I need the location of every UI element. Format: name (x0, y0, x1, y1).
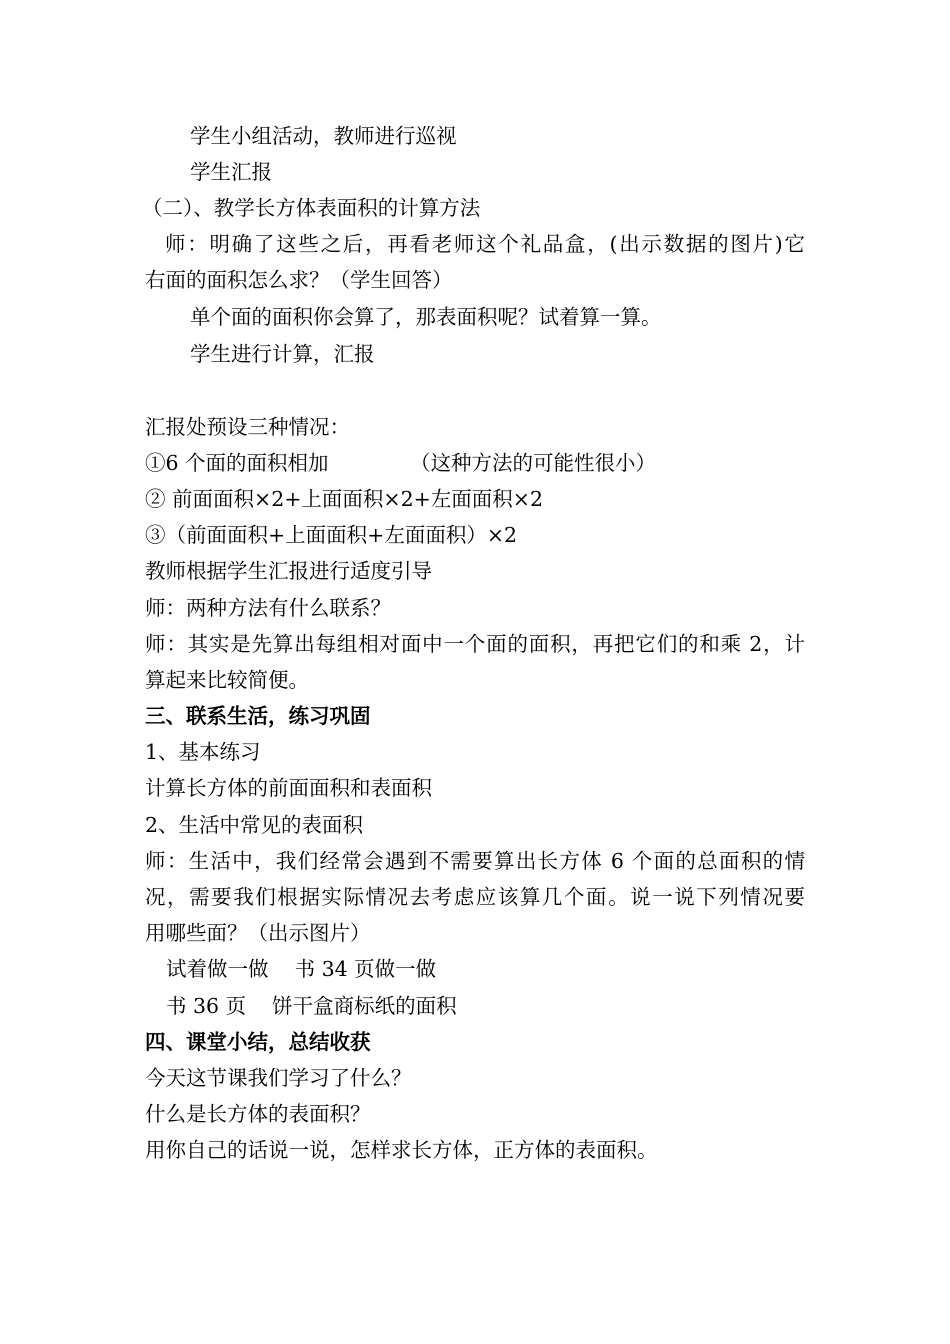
text-line: 汇报处预设三种情况： (145, 415, 350, 439)
text-line: 试着做一做 书 34 页做一做 (166, 957, 437, 981)
text-line: 师：生活中，我们经常会遇到不需要算出长方体 6 个面的总面积的情 (145, 849, 805, 873)
section-heading: 三、联系生活，练习巩固 (145, 704, 371, 728)
text-line: 师：明确了这些之后，再看老师这个礼品盒，(出示数据的图片)它 (165, 232, 805, 256)
text-line: 右面的面积怎么求？（学生回答） (145, 268, 453, 292)
text-line: 教师根据学生汇报进行适度引导 (145, 559, 432, 583)
section-subheading: （二）、教学长方体表面积的计算方法 (142, 196, 481, 220)
text-line: 师：两种方法有什么联系？ (145, 596, 391, 620)
list-item: ①6 个面的面积相加 (145, 451, 329, 475)
text-line: 师：其实是先算出每组相对面中一个面的面积，再把它们的和乘 2，计 (145, 632, 805, 656)
text-line: 况，需要我们根据实际情况去考虑应该算几个面。说一说下列情况要 (145, 885, 805, 909)
text-line: 单个面的面积你会算了，那表面积呢？试着算一算。 (190, 305, 662, 329)
list-item-note: （这种方法的可能性很小） (410, 451, 656, 475)
text-line: 1、基本练习 (145, 740, 261, 764)
text-line: 学生小组活动，教师进行巡视 (190, 124, 457, 148)
text-line: 今天这节课我们学习了什么？ (145, 1066, 412, 1090)
text-line: 书 36 页 饼干盒商标纸的面积 (166, 994, 457, 1018)
text-line: 用哪些面？（出示图片） (145, 921, 371, 945)
text-line: 学生汇报 (190, 160, 272, 184)
text-line: 算起来比较简便。 (145, 668, 309, 692)
section-heading: 四、课堂小结，总结收获 (145, 1030, 371, 1054)
text-line: 学生进行计算，汇报 (190, 342, 375, 366)
list-item: ③（前面面积+上面面积+左面面积）×2 (145, 523, 518, 547)
text-line: 什么是长方体的表面积？ (145, 1102, 371, 1126)
text-line: 用你自己的话说一说，怎样求长方体，正方体的表面积。 (145, 1138, 658, 1162)
text-line: 2、生活中常见的表面积 (145, 813, 364, 837)
list-item: ② 前面面积×2+上面面积×2+左面面积×2 (145, 487, 544, 511)
text-line: 计算长方体的前面面积和表面积 (145, 776, 432, 800)
